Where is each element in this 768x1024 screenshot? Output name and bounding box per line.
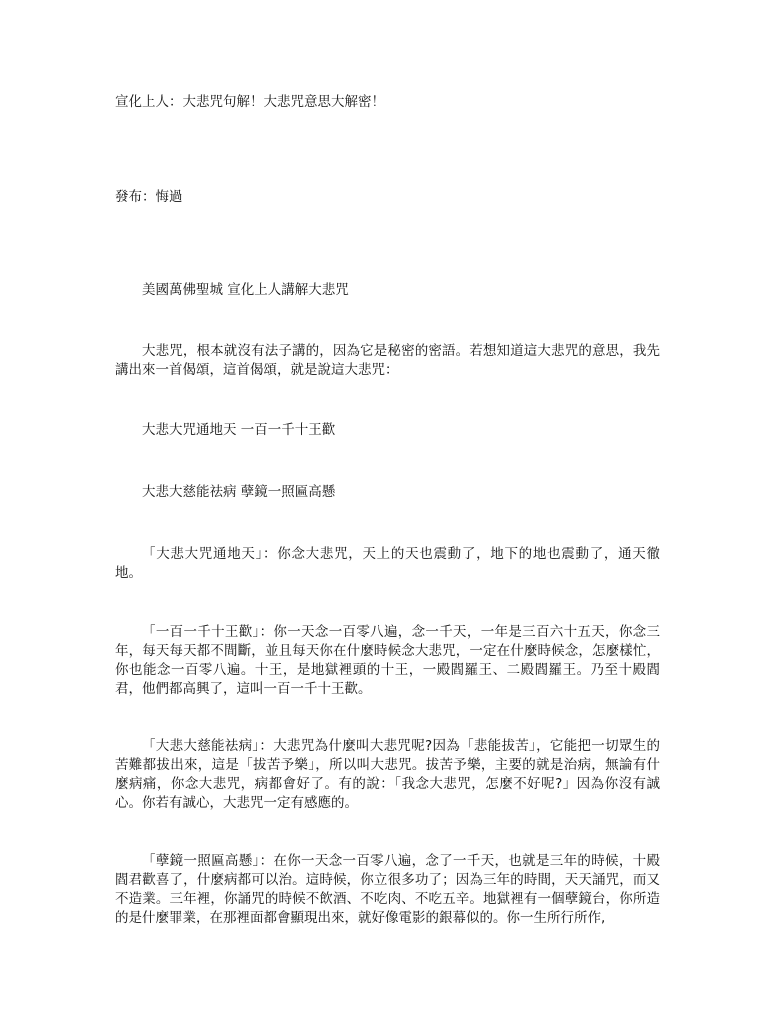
paragraph-verse-3: 「大悲大慈能祛病」：大悲咒為什麼叫大悲咒呢?因為「悲能拔苦」，它能把一切眾生的苦難都拔出來，這是「拔苦予樂」，所以叫大悲咒。拔苦予樂，主要的就是治病，無論有什麼病痛，你念大悲咒，病都會好了。有的說：「我念大悲咒，怎麼不好呢?」因為你沒有誠心。你若有誠心，大悲咒一定有感應的。 <box>115 738 660 811</box>
publisher-line: 發布：悔過 <box>115 189 183 205</box>
paragraph-verse-1: 「大悲大咒通地天」：你念大悲咒，天上的天也震動了，地下的地也震動了，通天徹地。 <box>115 546 660 581</box>
paragraph-verse-4: 「孽鏡一照匾高懸」：在你一天念一百零八遍，念了一千天，也就是三年的時候，十殿閻君歡喜了，什麼病都可以治。這時候，你立很多功了；因為三年的時間，天天誦咒，而又不造業。三年裡，你誦咒的時候不飲酒、不吃肉、不吃五辛。地獄裡有一個孽鏡台，你所造的是什麼罪業，在那裡面都會顯現出來，就好像電影的銀幕似的。你一生所行所作, <box>115 853 660 926</box>
source-line: 美國萬佛聖城 宣化上人講解大悲咒 <box>142 282 349 298</box>
page-title: 宣化上人：大悲咒句解！大悲咒意思大解密！ <box>115 94 385 110</box>
verse-line-1: 大悲大咒通地天 一百一千十王歡 <box>142 422 336 438</box>
verse-line-2: 大悲大慈能祛病 孽鏡一照匾高懸 <box>142 484 336 500</box>
paragraph-intro: 大悲咒，根本就沒有法子講的，因為它是秘密的密語。若想知道這大悲咒的意思，我先講出來一首偈頌，這首偈頌，就是說這大悲咒： <box>115 343 660 378</box>
paragraph-verse-2: 「一百一千十王歡」：你一天念一百零八遍，念一千天，一年是三百六十五天，你念三年，每天每天都不間斷，並且每天你在什麼時候念大悲咒，一定在什麼時候念，怎麼樣忙，你也能念一百零八遍。十王，是地獄裡頭的十王，一殿閻羅王、二殿閻羅王。乃至十殿閻君，他們都高興了，這叫一百一千十王歡。 <box>115 624 660 697</box>
